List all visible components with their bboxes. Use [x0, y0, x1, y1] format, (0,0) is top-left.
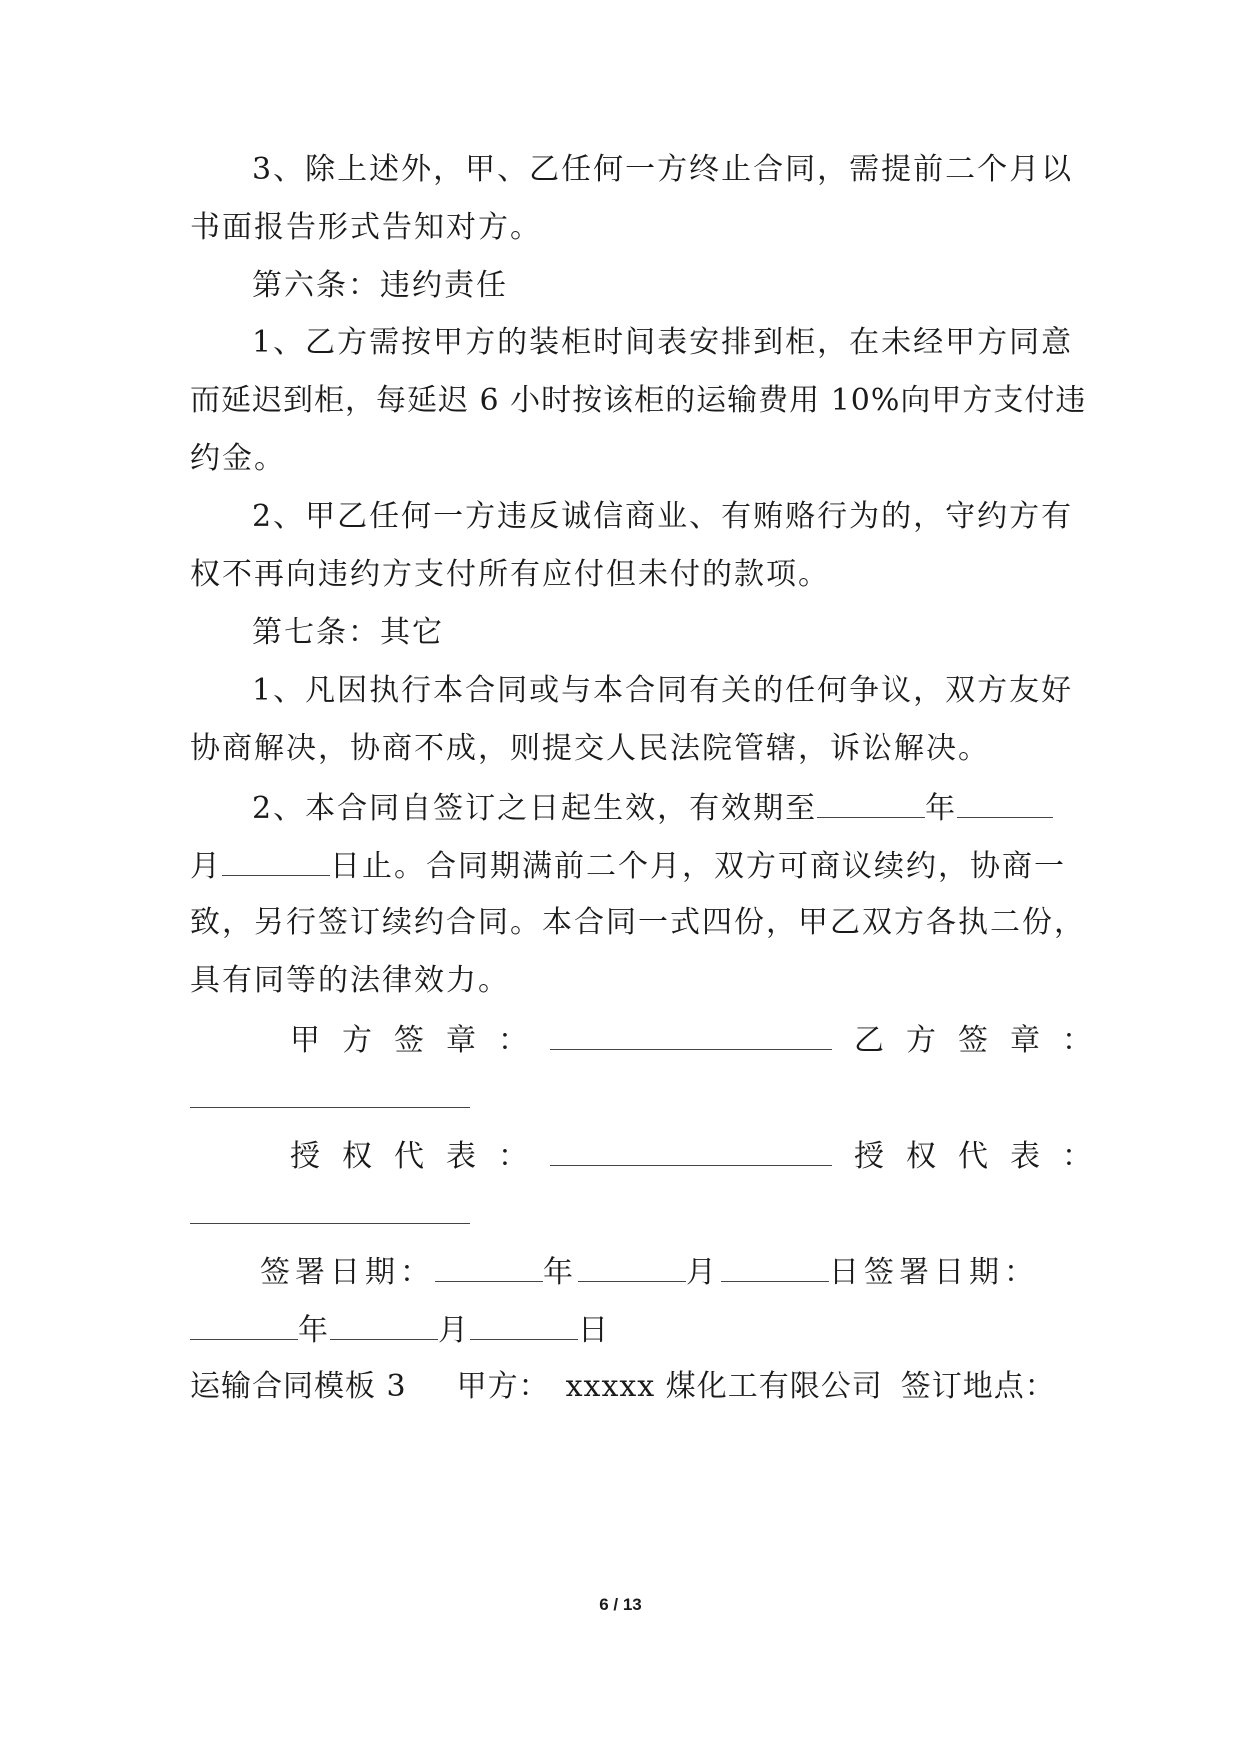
paragraph-line: 具有同等的法律效力。	[190, 963, 510, 998]
paragraph-line: 致，另行签订续约合同。本合同一式四份，甲乙双方各执二份，	[190, 905, 1086, 940]
signature-row	[290, 1135, 1114, 1177]
paragraph-line: 约金。	[190, 441, 286, 476]
paragraph-line: 2、甲乙任何一方违反诚信商业、有贿赂行为的，守约方有	[252, 499, 1074, 534]
contract-title: 运输合同模板 3	[190, 1369, 407, 1404]
company-name: xxxxx 煤化工有限公司	[565, 1369, 883, 1404]
paragraph-line	[190, 845, 1070, 887]
blank-field	[721, 1251, 829, 1282]
date-b-label: 签署日期：	[864, 1255, 1039, 1290]
day-label: 日	[578, 1313, 610, 1348]
blank-field	[330, 1309, 438, 1340]
blank-field	[470, 1309, 578, 1340]
blank-field	[222, 845, 330, 876]
signature-blank	[190, 1077, 470, 1108]
party-a-label: 甲方：	[456, 1369, 550, 1404]
signing-place-label: 签订地点：	[900, 1369, 1056, 1404]
paragraph-line: 1、乙方需按甲方的装柜时间表安排到柜，在未经甲方同意	[252, 325, 1074, 360]
rep-a-label: 授权代表：	[290, 1139, 550, 1174]
blank-field	[435, 1251, 543, 1282]
signature-row	[290, 1019, 1114, 1061]
paragraph-line: 1、凡因执行本合同或与本合同有关的任何争议，双方友好	[252, 673, 1074, 708]
year-label: 年	[925, 791, 958, 826]
date-row	[260, 1251, 1070, 1293]
signature-blank	[550, 1019, 832, 1050]
section-heading: 第七条：其它	[252, 615, 444, 650]
section-heading: 第六条：违约责任	[252, 268, 508, 303]
paragraph-text: 日止。合同期满前二个月，双方可商议续约，协商一	[330, 849, 1066, 884]
date-a-label: 签署日期：	[260, 1255, 435, 1290]
day-label: 日	[829, 1255, 864, 1290]
signature-blank	[550, 1135, 832, 1166]
month-label: 月	[686, 1255, 721, 1290]
rep-b-label: 授权代表：	[854, 1139, 1114, 1174]
blank-field	[190, 1309, 298, 1340]
paragraph-line: 协商解决，协商不成，则提交人民法院管辖，诉讼解决。	[190, 731, 990, 766]
paragraph-text: 2、本合同自签订之日起生效，有效期至	[252, 791, 818, 826]
month-label: 月	[438, 1313, 470, 1348]
paragraph-line: 而延迟到柜，每延迟 6 小时按该柜的运输费用 10%向甲方支付违	[190, 383, 1087, 418]
signature-row	[190, 1193, 1070, 1235]
year-label: 年	[298, 1313, 330, 1348]
paragraph-line: 权不再向违约方支付所有应付但未付的款项。	[190, 557, 830, 592]
page-number: 6 / 13	[599, 1595, 642, 1614]
party-a-seal-label: 甲方签章：	[290, 1023, 550, 1058]
year-label: 年	[543, 1255, 578, 1290]
paragraph-line: 书面报告形式告知对方。	[190, 210, 542, 245]
blank-field	[817, 787, 925, 818]
month-label: 月	[190, 849, 222, 884]
party-b-seal-label: 乙方签章：	[854, 1023, 1114, 1058]
signature-blank	[190, 1193, 470, 1224]
date-row	[190, 1309, 1070, 1351]
paragraph-line: 3、除上述外，甲、乙任何一方终止合同，需提前二个月以	[252, 152, 1074, 187]
blank-field	[578, 1251, 686, 1282]
next-contract-line	[190, 1367, 1070, 1407]
paragraph-line	[252, 787, 1132, 829]
blank-field	[957, 787, 1053, 818]
signature-row	[190, 1077, 1070, 1119]
